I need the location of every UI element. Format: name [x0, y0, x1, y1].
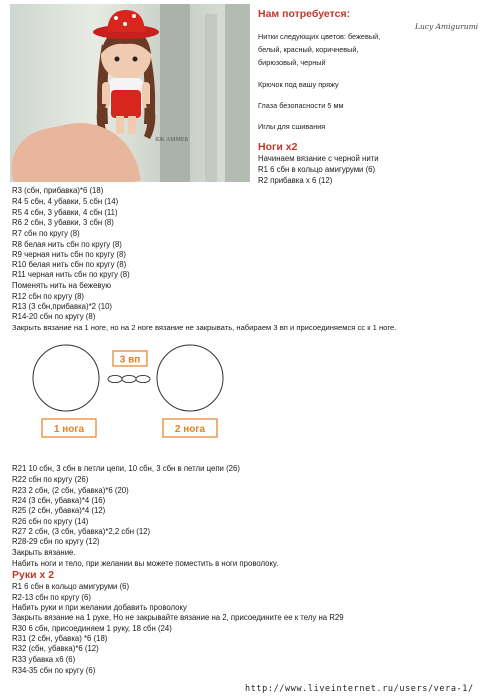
- legs-row: R13 (3 сбн,прибавка)*2 (10): [12, 302, 113, 311]
- arms-title: Руки х 2: [12, 569, 55, 581]
- arms-row: R30 6 сбн, присоединяем 1 руку, 18 сбн (24): [12, 624, 172, 633]
- chain-loop: [122, 375, 136, 382]
- legs-row: Поменять нить на бежевую: [12, 281, 112, 290]
- body-row: R26 сбн по кругу (14): [12, 517, 89, 526]
- materials-item: Крючок под вашу пряжу: [258, 80, 339, 89]
- arms-row: R2-13 сбн по кругу (6): [12, 593, 91, 602]
- legs-row: R4 5 сбн, 4 убавки, 5 сбн (14): [12, 197, 119, 206]
- body-row: R27 2 сбн, (3 сбн, убавка)*2,2 сбн (12): [12, 527, 151, 536]
- materials-item: Иглы для сшивания: [258, 122, 326, 131]
- materials-item: Глаза безопасности 5 мм: [258, 101, 344, 110]
- arms-row: R31 (2 сбн, убавка) *6 (18): [12, 634, 108, 643]
- legs-intro-line: R1 6 сбн в кольцо амигуруми (6): [258, 165, 376, 174]
- legs-row: Закрыть вязание на 1 ноге, но на 2 ноге вязание не закрывать, набираем 3 вп и присоединяемся сс к 1 ноге.: [12, 323, 397, 332]
- body-row: R24 (3 сбн, убавка)*4 (16): [12, 496, 106, 505]
- legs-row: R3 (сбн, прибавка)*6 (18): [12, 186, 104, 195]
- photo-watermark: ЯЖ AMMER: [155, 137, 189, 143]
- source-url: http://www.liveinternet.ru/users/vera-1/: [245, 684, 474, 694]
- legs-row: R14-20 сбн по кругу (8): [12, 312, 96, 321]
- chain-loop: [108, 375, 122, 382]
- materials-item: Нитки следующих цветов: бежевый,: [258, 32, 381, 41]
- arms-row: Набить руки и при желании добавить проволоку: [12, 603, 187, 612]
- arms-row: R34-35 сбн по кругу (6): [12, 666, 96, 675]
- arms-row: R33 убавка х6 (6): [12, 655, 76, 664]
- body-row: R28-29 сбн по кругу (12): [12, 537, 100, 546]
- arms-row: R32 (сбн, убавка)*6 (12): [12, 644, 99, 653]
- legs-intro-line: R2 прибавка х 6 (12): [258, 176, 333, 185]
- doll-photo: [10, 4, 250, 182]
- legs-row: R5 4 сбн, 3 убавки, 4 сбн (11): [12, 208, 118, 217]
- legs-row: R10 белая нить сбн по кругу (8): [12, 260, 127, 269]
- legs-row: R7 сбн по кругу (8): [12, 229, 80, 238]
- legs-row: R6 2 сбн, 3 убавки, 3 сбн (8): [12, 218, 114, 227]
- arms-row: Закрыть вязание на 1 руке, Но не закрывайте вязание на 2, присоедините ее к телу на R29: [12, 613, 344, 622]
- legs-row: R12 сбн по кругу (8): [12, 292, 85, 301]
- materials-item: белый, красный, коричневый,: [258, 45, 359, 54]
- legs-intro-line: Начинаем вязание с черной нити: [258, 154, 379, 163]
- body-row: Набить ноги и тело, при желании вы можете поместить в ноги проволоку.: [12, 559, 279, 568]
- chain-loop: [136, 375, 150, 382]
- legs-row: R11 черная нить сбн по кругу (8): [12, 270, 130, 279]
- chain-label: 3 вп: [119, 354, 141, 366]
- leg2-circle: [157, 345, 223, 411]
- body-row: R21 10 сбн, 3 сбн в петли цепи, 10 сбн, 3 сбн в петли цепи (26): [12, 464, 240, 473]
- legs-row: R9 черная нить сбн по кругу (8): [12, 250, 126, 259]
- leg1-circle: [33, 345, 99, 411]
- arms-row: R1 6 сбн в кольцо амигуруми (6): [12, 582, 130, 591]
- body-row: R23 2 сбн, (2 сбн, убавка)*6 (20): [12, 486, 129, 495]
- leg2-label: 2 нога: [174, 424, 206, 435]
- legs-join-diagram: [30, 338, 250, 450]
- leg1-label: 1 нога: [53, 424, 85, 435]
- body-row: Закрыть вязание.: [12, 548, 76, 557]
- materials-title: Нам потребуется:: [258, 8, 351, 20]
- legs-row: R8 белая нить сбн по кругу (8): [12, 240, 122, 249]
- body-row: R22 сбн по кругу (26): [12, 475, 89, 484]
- brand-logo: Lucy Amigurumi: [415, 22, 479, 31]
- body-row: R25 (2 сбн, убавка)*4 (12): [12, 506, 106, 515]
- legs-title: Ноги х2: [258, 141, 298, 153]
- materials-item: бирюзовый, черный: [258, 58, 326, 67]
